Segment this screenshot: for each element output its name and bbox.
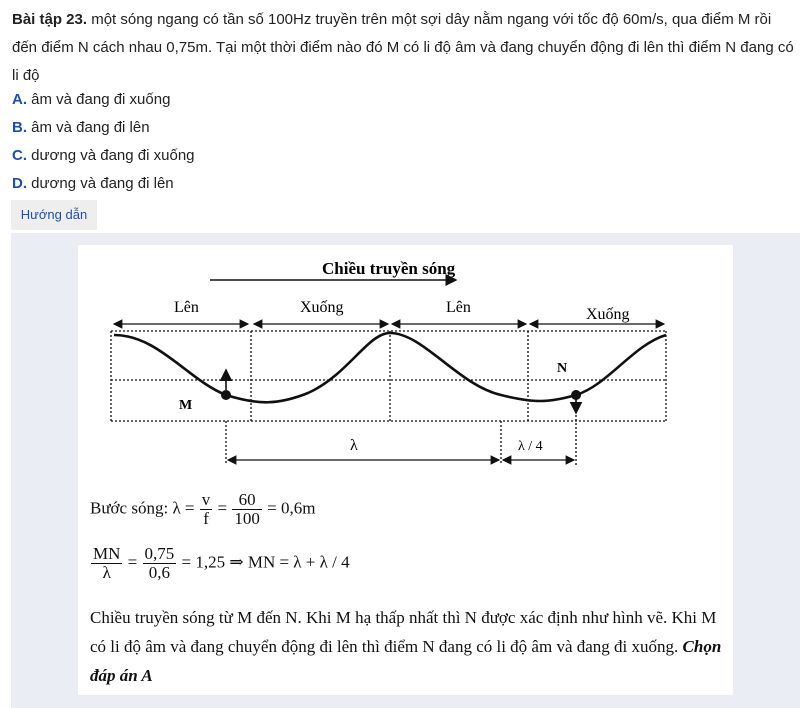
option-b-letter: B. <box>12 119 27 136</box>
segment-label-3: Lên <box>446 299 471 316</box>
option-d-text: dương và đang đi lên <box>27 175 174 192</box>
option-c-letter: C. <box>12 147 27 164</box>
eq1-rhs: = 0,6m <box>267 498 316 518</box>
wavelength-label: Bước sóng: <box>90 498 169 518</box>
conclusion-text: Chiều truyền sóng từ M đến N. Khi M hạ thấp nhất thì N được xác định như hình vẽ. Khi M có li độ âm và đang chuyển động đi lên thì điểm N đang có li độ âm và đang đi xuống. <box>90 608 717 656</box>
option-a-letter: A. <box>12 91 27 108</box>
eq1-f1-den: f <box>203 509 209 528</box>
solution-image <box>78 245 733 695</box>
option-a-text: âm và đang đi xuống <box>27 91 171 108</box>
eq1-fraction-vf <box>200 491 213 528</box>
option-b[interactable] <box>12 114 195 142</box>
option-a[interactable] <box>12 86 195 114</box>
answer-text: Chọn đáp án A <box>90 637 722 685</box>
eq2-f2-den: 0,6 <box>148 563 170 582</box>
eq1-fraction-values <box>232 491 262 528</box>
option-b-text: âm và đang đi lên <box>27 119 150 136</box>
eq2-f1-num: MN <box>93 544 121 563</box>
point-m <box>221 390 231 400</box>
lambda-label: λ <box>350 437 358 454</box>
eq2-f1-den: λ <box>102 563 111 582</box>
eq2-fraction-mn <box>91 545 122 582</box>
eq2-mid: = <box>127 552 138 572</box>
eq1-f2-num: 60 <box>232 491 262 510</box>
eq2-f2-num: 0,75 <box>144 544 175 563</box>
segment-label-2: Xuống <box>300 299 344 316</box>
segment-label-1: Lên <box>174 299 199 316</box>
eq2-fraction-values <box>143 545 177 582</box>
eq1-f1-num: v <box>201 490 211 509</box>
point-m-label: M <box>179 398 193 413</box>
solution-conclusion <box>90 603 730 690</box>
point-n-label: N <box>557 361 568 376</box>
question-text <box>12 6 794 90</box>
option-c-text: dương và đang đi xuống <box>27 147 195 164</box>
wavelength-equation <box>90 491 315 528</box>
option-d-letter: D. <box>12 175 27 192</box>
eq1-lhs: λ = <box>172 498 195 518</box>
grid-lines <box>111 331 666 465</box>
option-d[interactable] <box>12 170 195 198</box>
question-body: một sóng ngang có tần số 100Hz truyền trên một sợi dây nằm ngang với tốc độ 60m/s, qua điểm M rồi đến điểm N cách nhau 0,75m. Tại một thời điểm nào đó M có li độ âm và đang chuyển động đi lên thì điểm N đang có li độ <box>12 11 794 84</box>
question-label: Bài tập 23. <box>12 11 88 28</box>
option-c[interactable] <box>12 142 195 170</box>
eq2-rhs: = 1,25 ⇒ MN = λ + λ / 4 <box>181 552 350 572</box>
segment-label-4: Xuống <box>586 306 630 323</box>
lambda-quarter-label: λ / 4 <box>518 439 543 454</box>
ratio-equation <box>90 545 350 582</box>
eq1-f2-den: 100 <box>234 509 260 528</box>
eq1-mid: = <box>217 498 228 518</box>
propagation-label: Chiều truyền sóng <box>322 259 456 278</box>
wave-diagram <box>78 245 733 485</box>
guide-tab[interactable]: Hướng dẫn <box>11 200 97 230</box>
answer-options <box>12 86 195 198</box>
